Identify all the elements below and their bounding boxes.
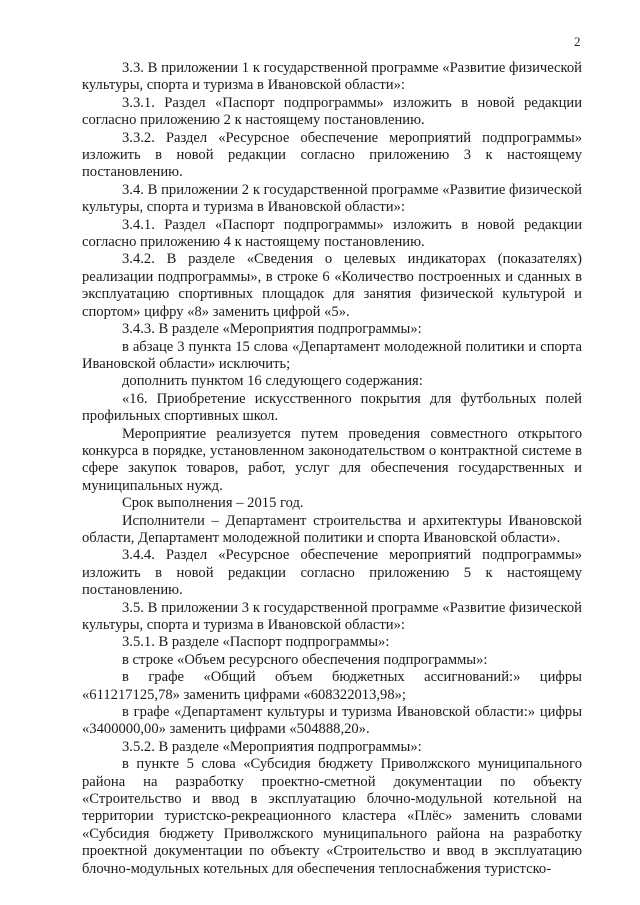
paragraph: 3.4.1. Раздел «Паспорт подпрограммы» изложить в новой редакции согласно приложению 4 к настоящему постановлению. <box>82 216 582 251</box>
document-body <box>82 60 582 878</box>
paragraph: 3.3.1. Раздел «Паспорт подпрограммы» изложить в новой редакции согласно приложению 2 к настоящему постановлению. <box>82 94 582 129</box>
paragraph: дополнить пунктом 16 следующего содержания: <box>122 373 423 390</box>
paragraph: в пункте 5 слова «Субсидия бюджету Приволжского муниципального района на разработку проектно-сметной документации по объекту «Строительство и ввод в эксплуатацию блочно-модульной котельной на территории туристско-рекреационного кластера «Плёс» заменить словами «Субсидия бюджету Приволжского муниципального района на разработку проектной документации по объекту «Строительство и ввод в эксплуатацию блочно-модульных котельных для обеспечения теплоснабжения туристско- <box>82 756 582 877</box>
paragraph: 3.5.1. В разделе «Паспорт подпрограммы»: <box>122 634 390 651</box>
paragraph: 3.3. В приложении 1 к государственной программе «Развитие физической культуры, спорта и туризма в Ивановской области»: <box>82 60 582 94</box>
paragraph: 3.5. В приложении 3 к государственной программе «Развитие физической культуры, спорта и туризма в Ивановской области»: <box>82 599 582 633</box>
paragraph: Мероприятие реализуется путем проведения совместного открытого конкурса в порядке, установленном законодательством о контрактной системе в сфере закупок товаров, работ, услуг для обеспечения государственных и муниципальных нужд. <box>82 425 582 494</box>
paragraph: Исполнители – Департамент строительства и архитектуры Ивановской области, Департамент молодежной политики и спорта Ивановской области». <box>82 512 582 546</box>
paragraph: 3.5.2. В разделе «Мероприятия подпрограммы»: <box>122 738 422 755</box>
paragraph: 3.4.2. В разделе «Сведения о целевых индикаторах (показателях) реализации подпрограммы», в строке 6 «Количество построенных и сданных в эксплуатацию спортивных площадок для занятия физической культурой и спортом» цифру «8» заменить цифрой «5». <box>82 251 582 320</box>
paragraph: «16. Приобретение искусственного покрытия для футбольных полей профильных спортивных школ. <box>82 390 582 425</box>
paragraph: Срок выполнения – 2015 год. <box>122 495 304 512</box>
paragraph: 3.4. В приложении 2 к государственной программе «Развитие физической культуры, спорта и туризма в Ивановской области»: <box>82 181 582 216</box>
paragraph: 3.4.4. Раздел «Ресурсное обеспечение мероприятий подпрограммы» изложить в новой редакции согласно приложению 5 к настоящему постановлению. <box>82 547 582 599</box>
paragraph: в строке «Объем ресурсного обеспечения подпрограммы»: <box>122 651 488 668</box>
page-number: 2 <box>574 34 581 49</box>
paragraph: в графе «Общий объем бюджетных ассигнований:» цифры «611217125,78» заменить цифрами «608322013,98»; <box>82 669 582 703</box>
paragraph: в абзаце 3 пункта 15 слова «Департамент молодежной политики и спорта Ивановской области» исключить; <box>82 338 582 372</box>
paragraph: в графе «Департамент культуры и туризма Ивановской области:» цифры «3400000,00» заменить цифрами «504888,20». <box>82 704 582 738</box>
paragraph: 3.4.3. В разделе «Мероприятия подпрограммы»: <box>122 321 422 338</box>
paragraph: 3.3.2. Раздел «Ресурсное обеспечение мероприятий подпрограммы» изложить в новой редакции согласно приложению 3 к настоящему постановлению. <box>82 129 582 181</box>
